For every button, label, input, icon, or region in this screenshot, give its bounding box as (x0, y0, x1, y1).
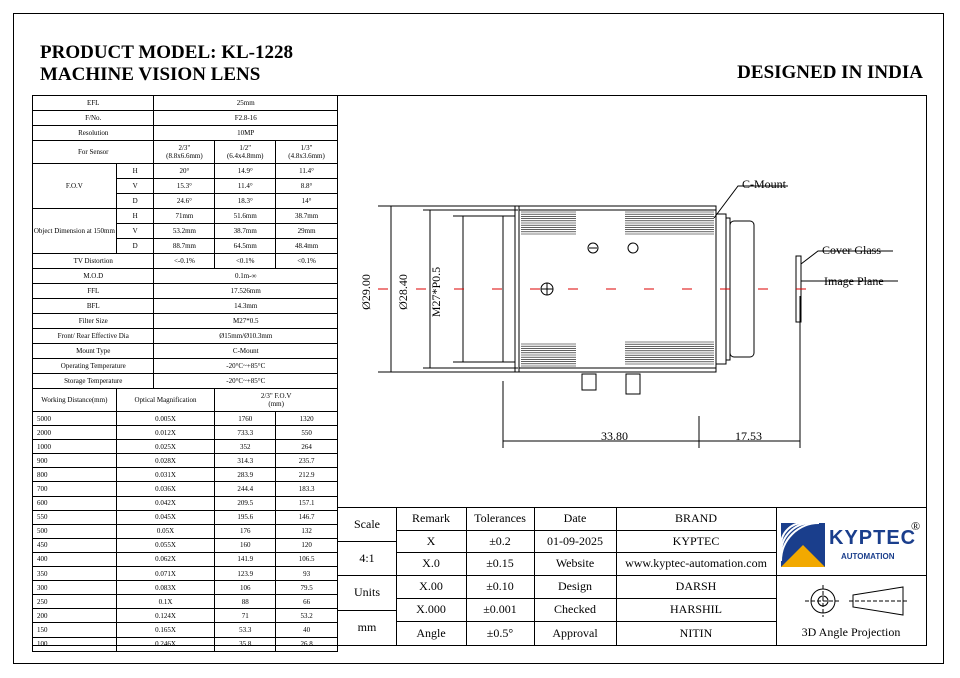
fov-header: 2/3" F.O.V (mm) (215, 389, 338, 412)
tolerance-header: Tolerances (474, 511, 526, 525)
units-value: mm (357, 620, 377, 634)
spec-label: F/No. (33, 111, 154, 126)
wd-cell: 250 (33, 595, 117, 609)
wd-cell: 157.1 (276, 496, 338, 510)
wd-header: Working Distance(mm) (33, 389, 117, 412)
website-link[interactable]: www.kyptec-automation.com (625, 556, 767, 570)
wd-cell: 0.012X (116, 426, 215, 440)
wd-row (33, 426, 338, 440)
wd-cell: 800 (33, 468, 117, 482)
wd-cell: 53.2 (276, 609, 338, 623)
wd-cell: 500 (33, 524, 117, 538)
designed-in-india: DESIGNED IN INDIA (737, 62, 923, 83)
wd-cell: 212.9 (276, 468, 338, 482)
wd-cell: 2000 (33, 426, 117, 440)
wd-cell: 235.7 (276, 454, 338, 468)
wd-cell: 0.05X (116, 524, 215, 538)
spec-label: For Sensor (33, 141, 154, 164)
wd-cell: 600 (33, 496, 117, 510)
wd-cell: 0.246X (116, 637, 215, 651)
wd-cell: 40 (276, 623, 338, 637)
wd-cell: 0.036X (116, 482, 215, 496)
wd-cell: 1760 (215, 412, 276, 426)
projection-symbol (793, 583, 913, 623)
sensor-col: 1/3" (4.8x3.6mm) (276, 141, 338, 164)
logo-registered: ® (911, 519, 921, 533)
wd-cell: 1000 (33, 440, 117, 454)
spec-label: Object Dimension at 150mm (33, 209, 117, 254)
kyptec-logo (779, 521, 923, 569)
wd-row (33, 454, 338, 468)
dim-len2: 17.53 (735, 429, 762, 443)
wd-cell: 550 (276, 426, 338, 440)
mag-header: Optical Magnification (116, 389, 215, 412)
remark-header: Remark (412, 511, 450, 525)
title-block: Scale 4:1 Units mm Remark Tolerances Date BRAND X ±0.2 01-09-2025 KYPTEC X.0 ±0.15 Website www.kyptec-automation.com X.00 ±0.10 Design DARSH X.000 ±0.001 Checked HARSHIL Angle ±0.5° Approval NITIN KYPTEC ® AUTOMATION 3D Angle Projection (338, 507, 926, 645)
wd-row (33, 496, 338, 510)
wd-cell: 0.124X (116, 609, 215, 623)
wd-row (33, 609, 338, 623)
wd-cell: 244.4 (215, 482, 276, 496)
wd-cell: 314.3 (215, 454, 276, 468)
date-header: Date (563, 511, 587, 525)
wd-row (33, 524, 338, 538)
wd-cell: 0.071X (116, 567, 215, 581)
wd-cell: 700 (33, 482, 117, 496)
scale-label: Scale (354, 516, 380, 531)
wd-cell: 195.6 (215, 510, 276, 524)
wd-table-body (33, 412, 338, 652)
wd-cell: 0.005X (116, 412, 215, 426)
page-title (40, 42, 293, 86)
wd-cell: 71 (215, 609, 276, 623)
wd-cell: 1320 (276, 412, 338, 426)
label-imageplane: Image Plane (824, 274, 884, 288)
scale-value: 4:1 (359, 550, 375, 565)
wd-cell: 150 (33, 623, 117, 637)
dim-d1: Ø29.00 (359, 274, 373, 310)
title-model: PRODUCT MODEL: KL-1228 (40, 42, 293, 63)
wd-cell: 53.3 (215, 623, 276, 637)
wd-cell: 0.062X (116, 552, 215, 566)
wd-cell: 0.083X (116, 581, 215, 595)
wd-row (33, 482, 338, 496)
wd-cell: 209.5 (215, 496, 276, 510)
wd-cell: 141.9 (215, 552, 276, 566)
wd-cell: 733.3 (215, 426, 276, 440)
wd-cell: 0.031X (116, 468, 215, 482)
projection-label: 3D Angle Projection (801, 624, 901, 639)
wd-cell: 900 (33, 454, 117, 468)
wd-cell: 0.042X (116, 496, 215, 510)
spec-table: EFL 25mm F/No. F2.8-16 Resolution 10MP For Sensor 2/3" (8.8x6.6mm) 1/2" (6.4x4.8mm) 1/3" (4.8x3.6mm) F.O.V H 20° 14.9° 11.4° V 15.3° 11.4° 8.8° D 24.6° 18.3° 14° Object Dimension at 150mm H 71mm 51.6mm 38.7mm V 53.2mm 38.7mm 29mm D 88.7mm 64.5mm 48.4mm TV Distortion <-0.1% <0.1% <0.1% M.O.D 0.1m-∞ FFL 17.526mm BFL 14.3mm Filter Size M27*0.5 Front/ Rear Effective Dia Ø15mm/Ø10.3mm Mount Type C-Mount Operating Temperature -20°C~+85°C Storage Temperature -20°C~+85°C Working Distance(mm) Optical Magnification 2/3" F.O.V (mm) 5000 0.005X 1760 1320 2000 0.012X 733.3 550 1000 0.025X 352 264 900 0.028X 314.3 235.7 800 0.031X 283.9 212.9 700 0.036X 244.4 183.3 600 0.042X 209.5 157.1 550 0.045X 195.6 146.7 500 0.05X 176 132 450 0.055X 160 120 400 0.062X 141.9 106.5 350 0.071X 123.9 93 300 0.083X 106 79.5 250 0.1X 88 66 200 0.124X 71 53.2 150 0.165X 53.3 40 100 0.246X 35.8 26.8 (32, 95, 338, 652)
wd-row (33, 567, 338, 581)
wd-cell: 66 (276, 595, 338, 609)
wd-cell: 0.025X (116, 440, 215, 454)
wd-row (33, 468, 338, 482)
spec-value: 10MP (154, 126, 338, 141)
wd-cell: 26.8 (276, 637, 338, 651)
logo-subtext: AUTOMATION (841, 552, 895, 561)
wd-cell: 450 (33, 538, 117, 552)
wd-cell: 183.3 (276, 482, 338, 496)
title-subtitle: MACHINE VISION LENS (40, 64, 261, 85)
dim-d3: M27*P0.5 (429, 266, 443, 318)
wd-cell: 123.9 (215, 567, 276, 581)
wd-cell: 200 (33, 609, 117, 623)
wd-cell: 264 (276, 440, 338, 454)
wd-cell: 146.7 (276, 510, 338, 524)
wd-cell: 93 (276, 567, 338, 581)
wd-cell: 350 (33, 567, 117, 581)
wd-cell: 300 (33, 581, 117, 595)
logo-text: KYPTEC (829, 527, 917, 549)
spec-label: Resolution (33, 126, 154, 141)
wd-row (33, 595, 338, 609)
wd-cell: 0.028X (116, 454, 215, 468)
wd-cell: 5000 (33, 412, 117, 426)
wd-row (33, 412, 338, 426)
wd-cell: 0.045X (116, 510, 215, 524)
wd-row (33, 623, 338, 637)
wd-cell: 35.8 (215, 637, 276, 651)
wd-row (33, 510, 338, 524)
wd-cell: 132 (276, 524, 338, 538)
wd-cell: 352 (215, 440, 276, 454)
spec-label: TV Distortion (33, 254, 154, 269)
wd-cell: 400 (33, 552, 117, 566)
dim-d2: Ø28.40 (396, 274, 410, 310)
wd-cell: 100 (33, 637, 117, 651)
wd-cell: 88 (215, 595, 276, 609)
spec-label: F.O.V (33, 164, 117, 209)
wd-row (33, 538, 338, 552)
wd-row (33, 552, 338, 566)
wd-row (33, 637, 338, 651)
spec-value: 25mm (154, 96, 338, 111)
units-label: Units (353, 585, 380, 599)
sensor-col: 2/3" (8.8x6.6mm) (154, 141, 215, 164)
dim-len1: 33.80 (601, 429, 628, 443)
wd-cell: 106 (215, 581, 276, 595)
date-value: 01-09-2025 (547, 533, 603, 548)
wd-cell: 0.055X (116, 538, 215, 552)
wd-cell: 120 (276, 538, 338, 552)
wd-cell: 0.165X (116, 623, 215, 637)
wd-cell: 283.9 (215, 468, 276, 482)
spec-value: F2.8-16 (154, 111, 338, 126)
wd-cell: 106.5 (276, 552, 338, 566)
label-cmount: C-Mount (742, 177, 787, 191)
brand-value: KYPTEC (672, 533, 720, 548)
sensor-col: 1/2" (6.4x4.8mm) (215, 141, 276, 164)
wd-cell: 160 (215, 538, 276, 552)
spec-label: EFL (33, 96, 154, 111)
wd-cell: 79.5 (276, 581, 338, 595)
wd-cell: 550 (33, 510, 117, 524)
wd-cell: 176 (215, 524, 276, 538)
label-coverglass: Cover Glass (822, 243, 881, 257)
wd-cell: 0.1X (116, 595, 215, 609)
lens-drawing (338, 96, 926, 507)
wd-row (33, 440, 338, 454)
wd-row (33, 581, 338, 595)
brand-header: BRAND (674, 511, 717, 525)
